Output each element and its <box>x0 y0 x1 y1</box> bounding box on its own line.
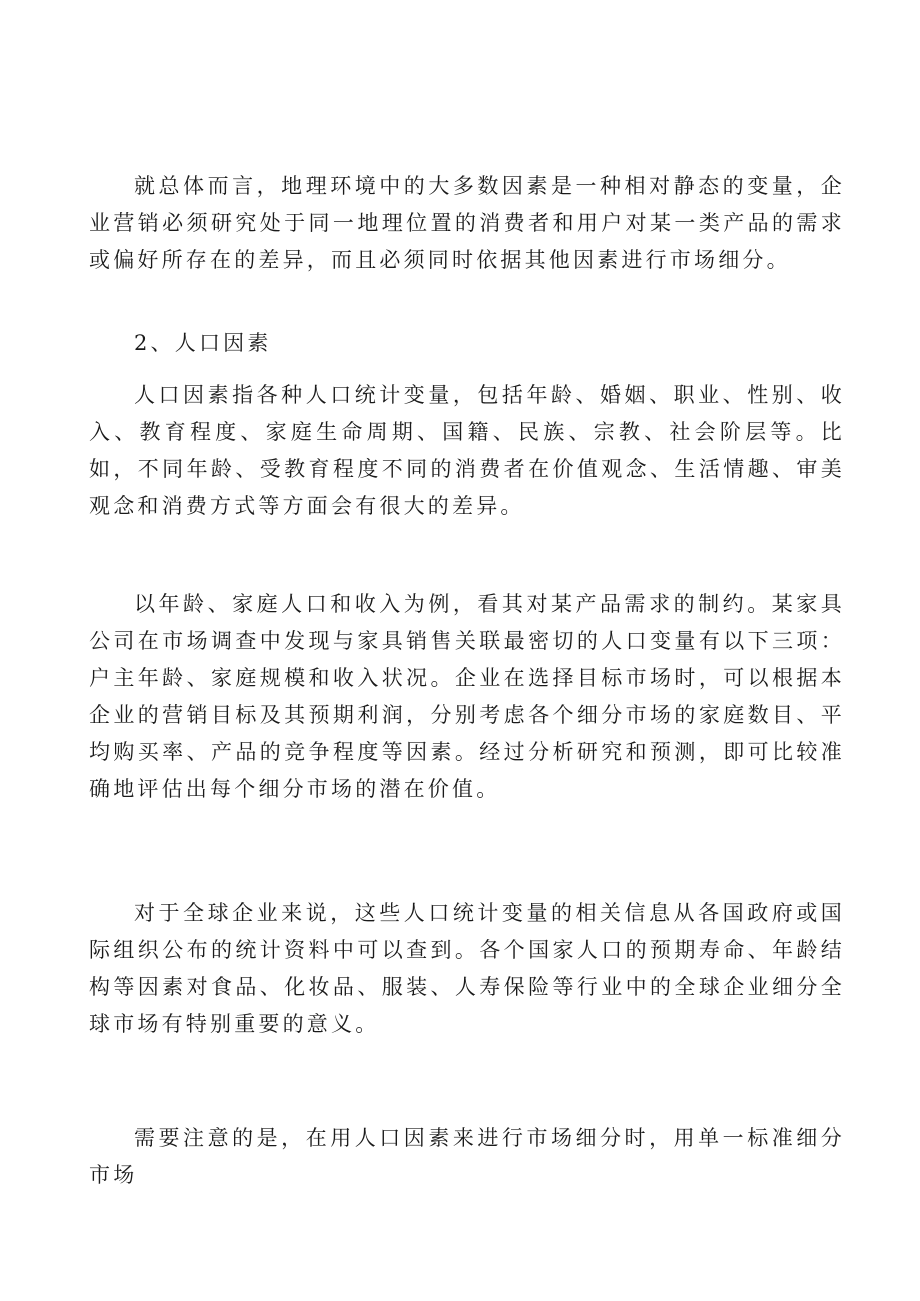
paragraph-text: 需要注意的是，在用人口因素来进行市场细分时，用单一标准细分市场 <box>89 1126 845 1187</box>
paragraph-attention-note <box>89 1120 845 1194</box>
paragraph-global-enterprises <box>89 895 845 1043</box>
paragraph-text: 对于全球企业来说，这些人口统计变量的相关信息从各国政府或国际组织公布的统计资料中可以查到。各个国家人口的预期寿命、年龄结构等因素对食品、化妆品、服装、人寿保险等行业中的全球企业细分全球市场有特别重要的意义。 <box>89 901 845 1036</box>
paragraph-population-variables <box>89 377 845 525</box>
paragraph-text: 以年龄、家庭人口和收入为例，看其对某产品需求的制约。某家具公司在市场调查中发现与家具销售关联最密切的人口变量有以下三项：户主年龄、家庭规模和收入状况。企业在选择目标市场时，可以根据本企业的营销目标及其预期利润，分别考虑各个细分市场的家庭数目、平均购买率、产品的竞争程度等因素。经过分析研究和预测，即可比较准确地评估出每个细分市场的潜在价值。 <box>89 592 845 801</box>
paragraph-text: 人口因素指各种人口统计变量，包括年龄、婚姻、职业、性别、收入、教育程度、家庭生命周期、国籍、民族、宗教、社会阶层等。比如，不同年龄、受教育程度不同的消费者在价值观念、生活情趣、审美观念和消费方式等方面会有很大的差异。 <box>89 383 845 518</box>
section-heading-population <box>89 325 845 362</box>
paragraph-text: 就总体而言，地理环境中的大多数因素是一种相对静态的变量，企业营销必须研究处于同一地理位置的消费者和用户对某一类产品的需求或偏好所存在的差异，而且必须同时依据其他因素进行市场细分。 <box>89 174 845 272</box>
heading-text: 2、人口因素 <box>134 331 272 355</box>
paragraph-furniture-example <box>89 586 845 808</box>
paragraph-geography-summary <box>89 168 845 279</box>
